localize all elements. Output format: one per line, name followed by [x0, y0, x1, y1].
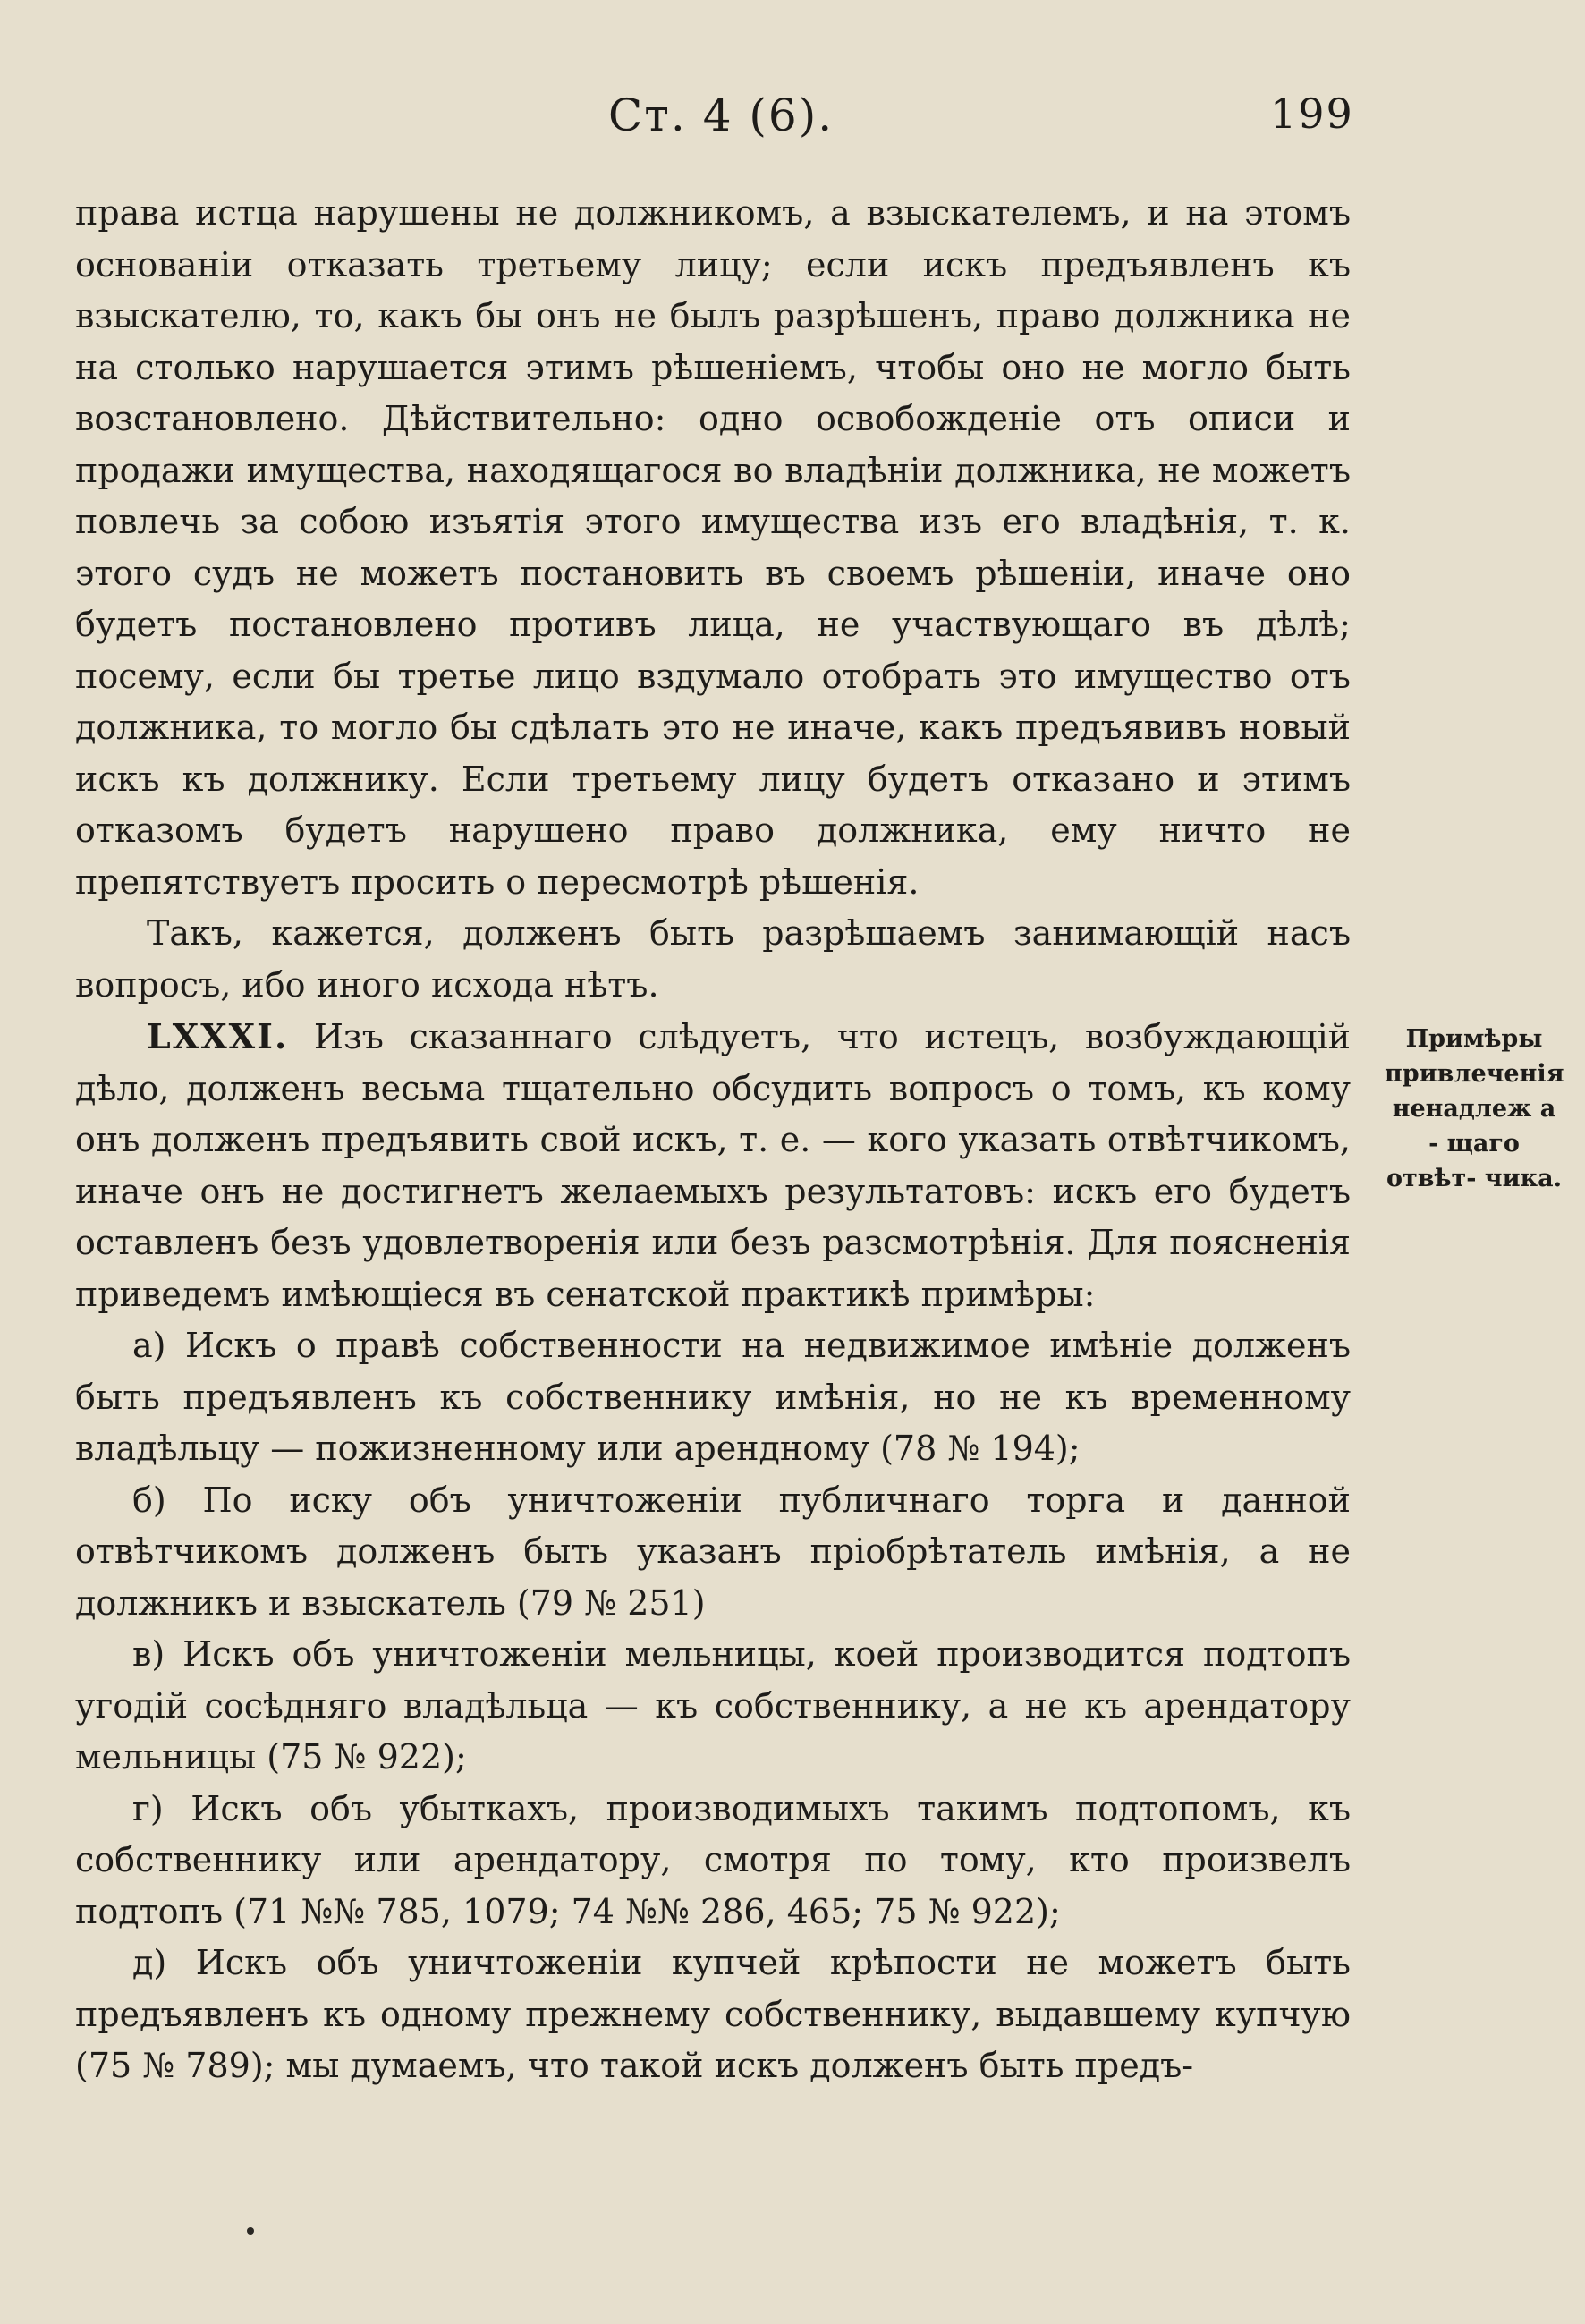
ink-speck	[247, 2227, 254, 2235]
example-item-d: д) Искъ объ уничтоженіи купчей крѣпости не можетъ быть предъявленъ къ одному прежнему собственнику, выдавшему купчую (75 № 789); мы думаемъ, что такой искъ долженъ быть предъ-	[75, 1943, 1351, 2085]
paragraph-section-81	[75, 1011, 1351, 1320]
example-item-b: б) По иску объ уничтоженіи публичнаго торга и данной отвѣтчикомъ долженъ быть указанъ пріобрѣтатель имѣнія, а не должникъ и взыскатель (79 № 251)	[75, 1480, 1351, 1623]
page-number: 199	[1270, 89, 1354, 138]
section-number: LXXXI.	[147, 1016, 289, 1056]
section-text: Изъ сказаннаго слѣдуетъ, что истецъ, возбуждающій дѣло, долженъ весьма тщательно обсудить вопросъ о томъ, къ кому онъ долженъ предъявить свой искъ, т. е. — кого указать отвѣтчикомъ, иначе онъ не достигнетъ желаемыхъ результатовъ: искъ его будетъ оставленъ безъ удовлетворенія или безъ разсмотрѣнія. Для поясненія приведемъ имѣющіеся въ сенатской практикѣ примѣры:	[75, 1017, 1351, 1314]
example-item-v: в) Искъ объ уничтоженіи мельницы, коей производится подтопъ угодій сосѣдняго владѣльца — къ собственнику, а не къ арендатору мельницы (75 № 922);	[75, 1634, 1351, 1777]
example-item-a: а) Искъ о правѣ собственности на недвижимое имѣніе долженъ быть предъявленъ къ собственнику имѣнія, но не къ временному владѣльцу — пожизненному или арендному (78 № 194);	[75, 1326, 1351, 1468]
example-item-g: г) Искъ объ убыткахъ, производимыхъ такимъ подтопомъ, къ собственнику или арендатору, смотря по тому, кто произвелъ подтопъ (71 №№ 785, 1079; 74 №№ 286, 465; 75 № 922);	[75, 1788, 1351, 1931]
article-heading: Ст. 4 (6).	[608, 89, 835, 141]
paragraph-continuation: права истца нарушены не должникомъ, а взыскателемъ, и на этомъ основаніи отказать третьему лицу; если искъ предъявленъ къ взыскателю, то, какъ бы онъ не былъ разрѣшенъ, право должника не на столько нарушается этимъ рѣшеніемъ, чтобы оно не могло быть возстановлено. Дѣйствительно: одно освобожденіе отъ описи и продажи имущества, находящагося во владѣніи должника, не можетъ повлечь за собою изъятія этого имущества изъ его владѣнія, т. к. этого судъ не можетъ постановить въ своемъ рѣшеніи, иначе оно будетъ постановлено противъ лица, не участвующаго въ дѣлѣ; посему, если бы третье лицо вздумало отобрать это имущество отъ должника, то могло бы сдѣлать это не иначе, какъ предъявивъ новый искъ къ должнику. Если третьему лицу будетъ отказано и этимъ отказомъ будетъ нарушено право должника, ему ничто не препятствуетъ просить о пересмотрѣ рѣшенія.	[75, 193, 1351, 902]
running-head	[0, 89, 1585, 152]
marginal-note: Примѣры привлеченія ненадлеж а - щаго отвѣт- чика.	[1385, 1025, 1564, 1192]
paragraph-conclusion: Такъ, кажется, долженъ быть разрѣшаемъ занимающій насъ вопросъ, ибо иного исхода нѣтъ.	[75, 913, 1351, 1005]
main-text	[75, 188, 1351, 2092]
